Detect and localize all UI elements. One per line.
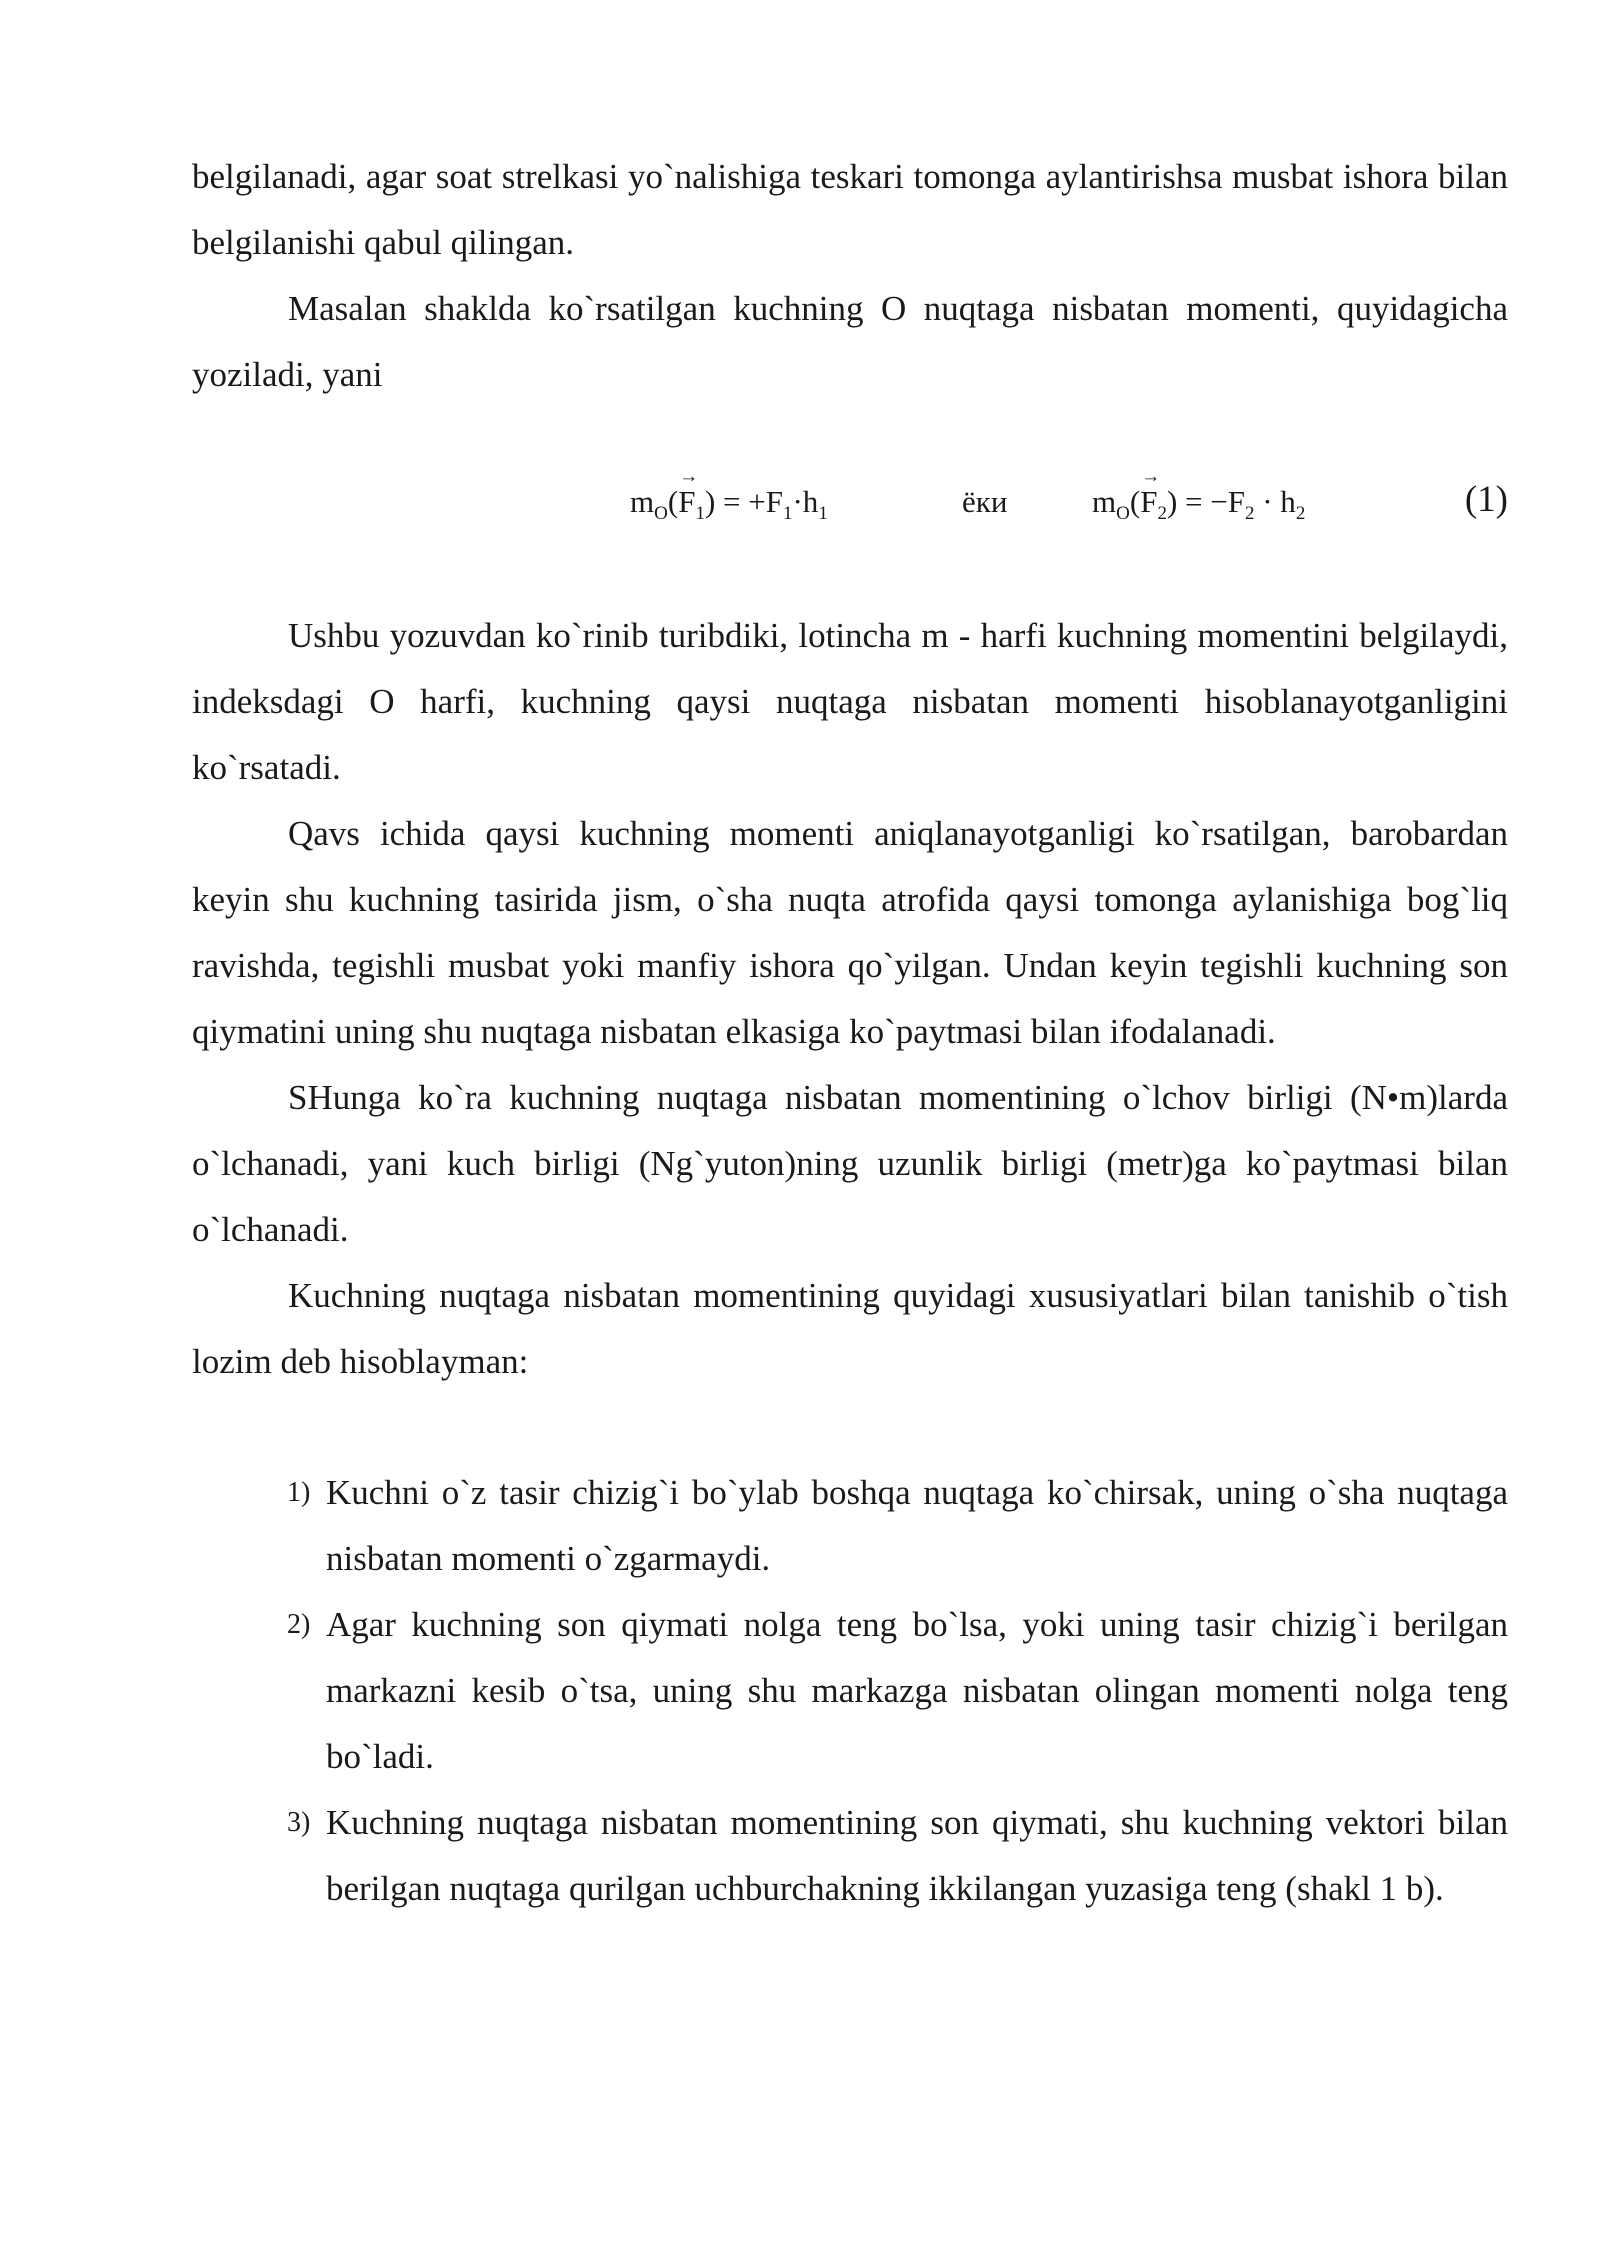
paragraph-continuation: belgilanadi, agar soat strelkasi yo`nalishiga teskari tomonga aylantirishsa musbat ishora bilan belgilanishi qabul qilingan. <box>192 157 1508 262</box>
list-item <box>192 1592 1508 1790</box>
equation-number: (1) <box>1464 479 1508 520</box>
top-text-block <box>192 144 1508 408</box>
paragraph-notation: Ushbu yozuvdan ko`rinib turibdiki, lotincha m - harfi kuchning momentini belgilaydi, indeksdagi O harfi, kuchning qaysi nuqtaga nisbatan momenti hisoblanayotganligini ko`rsatadi. <box>192 616 1508 787</box>
vector-f2: → $F_2$ <box>1140 484 1167 525</box>
properties-list <box>192 1460 1508 1922</box>
paragraph-units: SHunga ko`ra kuchning nuqtaga nisbatan momentining o`lchov birligi (N•m)larda o`lchanadi, yani kuch birligi (Ng`yuton)ning uzunlik birligi (metr)ga ko`paytmasi bilan o`lchanadi. <box>192 1078 1508 1249</box>
list-item <box>192 1790 1508 1922</box>
list-item-text: Kuchni o`z tasir chizig`i bo`ylab boshqa nuqtaga ko`chirsak, uning o`sha nuqtaga nisbatan momenti o`zgarmaydi. <box>326 1473 1508 1578</box>
list-number: 3) <box>287 1807 311 1838</box>
formula-negative-moment: $m_O(\to F_2) = -F_2 \cdot h_2$ <box>1092 484 1305 525</box>
formula-1 <box>192 470 1508 540</box>
formula-positive-moment: $m_O(\to F_1) = +F_1\cdot h_1$ <box>630 484 828 525</box>
list-number: 2) <box>287 1609 311 1640</box>
body-text-block <box>192 603 1508 1395</box>
paragraph-brackets: Qavs ichida qaysi kuchning momenti aniqlanayotganligi ko`rsatilgan, barobardan keyin shu kuchning tasirida jism, o`sha nuqta atrofida qaysi tomonga aylanishiga bog`liq ravishda, tegishli musbat yoki manfiy ishora qo`yilgan. Undan keyin tegishli kuchning son qiymatini uning shu nuqtaga nisbatan elkasiga ko`paytmasi bilan ifodalanadi. <box>192 814 1508 1051</box>
list-item-text: Kuchning nuqtaga nisbatan momentining son qiymati, shu kuchning vektori bilan berilgan nuqtaga qurilgan uchburchakning ikkilangan yuzasiga teng (shakl 1 b). <box>326 1803 1508 1908</box>
list-number: 1) <box>287 1477 311 1508</box>
paragraph-properties-intro: Kuchning nuqtaga nisbatan momentining quyidagi xususiyatlari bilan tanishib o`tish lozim deb hisoblayman: <box>192 1276 1508 1381</box>
vector-f1: → $F_1$ <box>678 484 705 525</box>
list-item <box>192 1460 1508 1592</box>
paragraph-example-intro: Masalan shaklda ko`rsatilgan kuchning O nuqtaga nisbatan momenti, quyidagicha yoziladi, yani <box>192 289 1508 394</box>
list-item-text: Agar kuchning son qiymati nolga teng bo`lsa, yoki uning tasir chizig`i berilgan markazni kesib o`tsa, uning shu markazga nisbatan olingan momenti nolga teng bo`ladi. <box>326 1605 1508 1776</box>
formula-separator: ёки <box>962 484 1008 519</box>
